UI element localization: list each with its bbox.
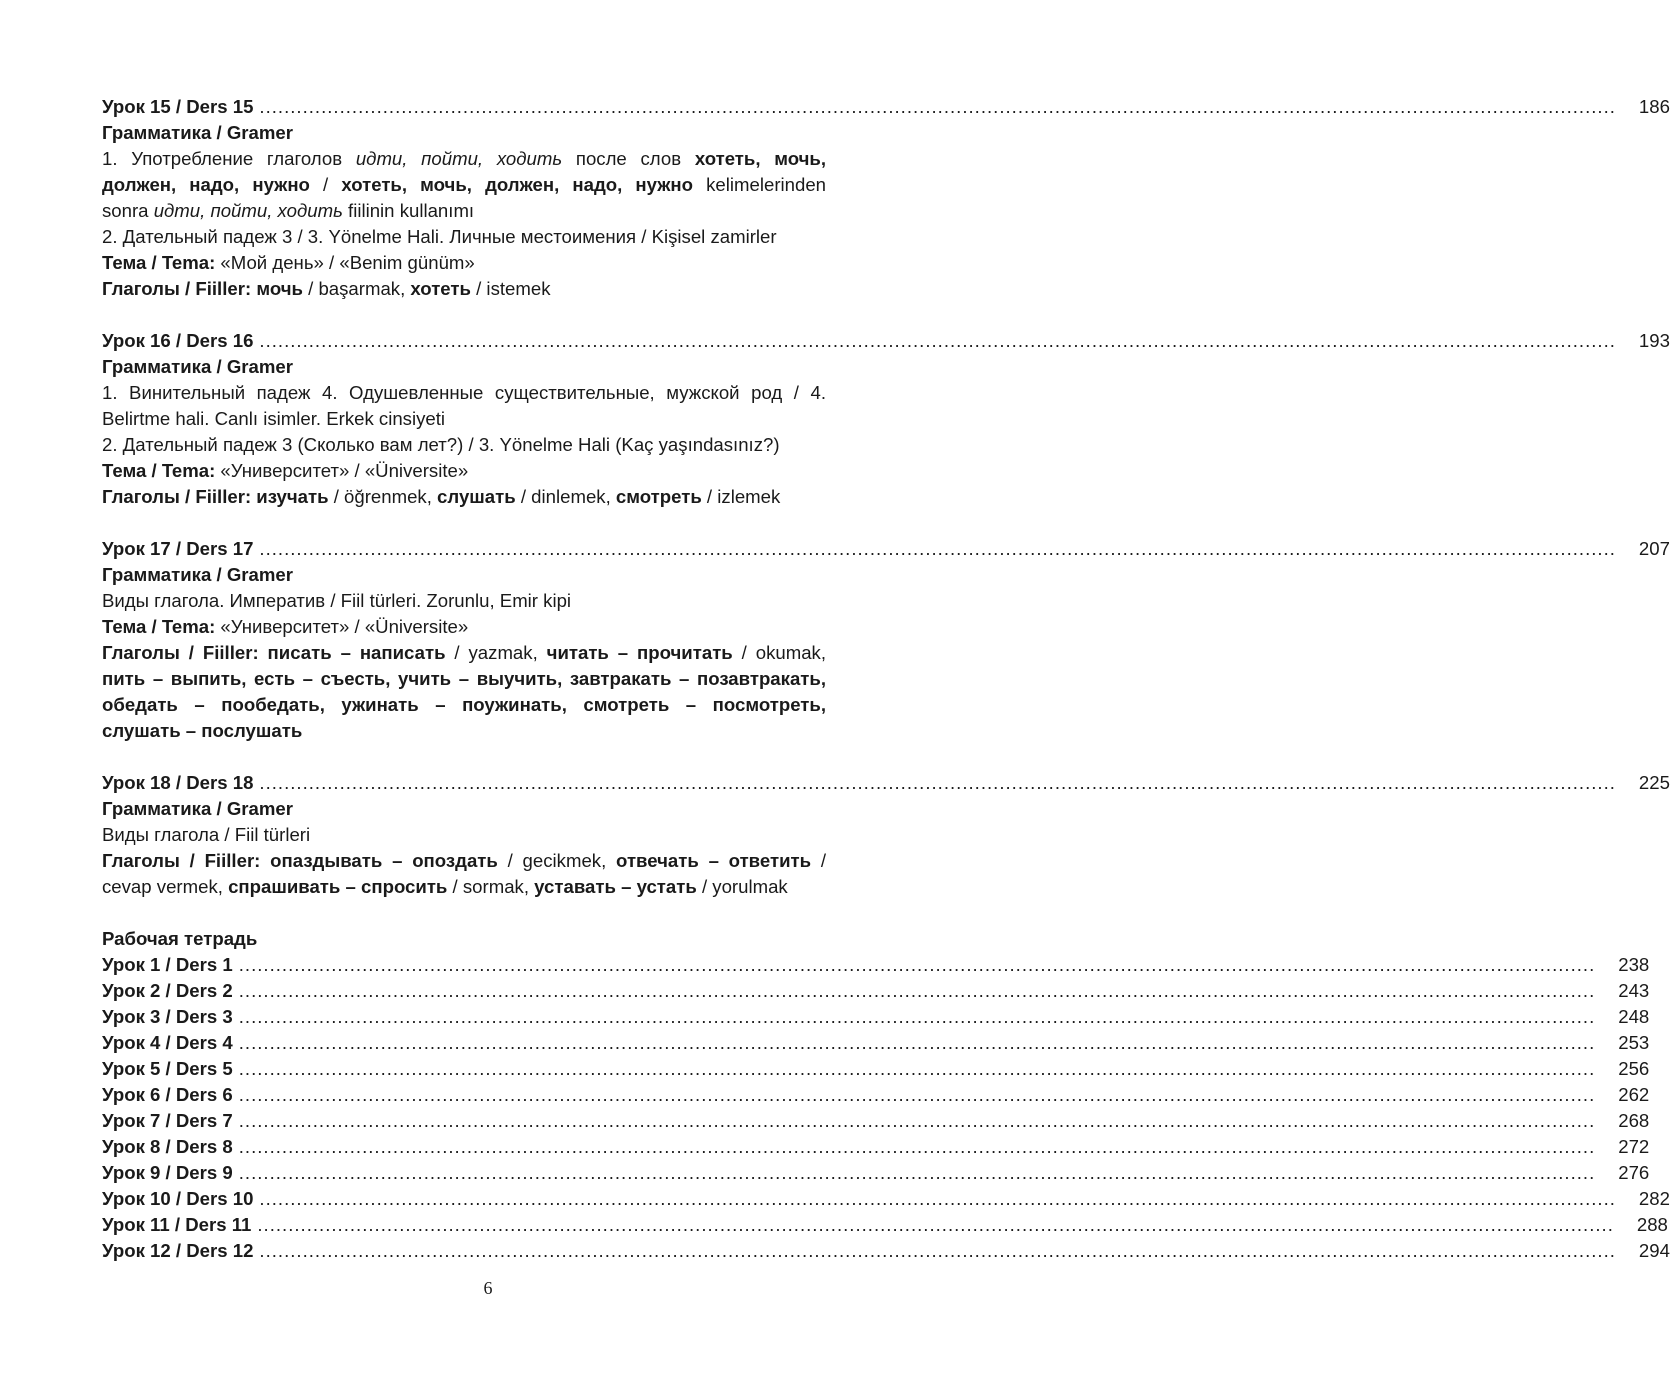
workbook-entry[interactable]: [102, 1160, 1650, 1186]
toc-entry-title: Урок 5 / Ders 5: [102, 1058, 233, 1079]
dot-leader: ............................................................................................................................................................................................................................: [238, 1084, 1596, 1105]
workbook-entry[interactable]: [102, 1082, 1650, 1108]
dot-leader: ............................................................................................................................................................................................................................: [259, 538, 1616, 559]
toc-page-number: 288: [1636, 1214, 1668, 1235]
toc-page-number: 186: [1638, 96, 1670, 117]
verbs-line-cont: слушать – послушать: [102, 720, 303, 741]
grammar-item: 1. Употребление глаголов идти, пойти, ходить после слов хотеть, мочь,: [102, 148, 827, 169]
toc-page-number: 282: [1638, 1188, 1670, 1209]
dot-leader: ............................................................................................................................................................................................................................: [238, 1136, 1596, 1157]
workbook-entry[interactable]: [102, 978, 1650, 1004]
toc-entry-title: Урок 8 / Ders 8: [102, 1136, 233, 1157]
workbook-entry[interactable]: [102, 952, 1650, 978]
toc-entry-title: Урок 10 / Ders 10: [102, 1188, 254, 1209]
toc-entry-lesson-17[interactable]: [102, 536, 1670, 562]
grammar-heading: Грамматика / Gramer: [102, 564, 293, 585]
grammar-item-cont: sonra идти, пойти, ходить fiilinin kullanımı: [102, 200, 475, 221]
toc-entry-title: Урок 4 / Ders 4: [102, 1032, 233, 1053]
theme-line: Тема / Tema: «Университет» / «Üniversite»: [102, 460, 469, 481]
grammar-heading: Грамматика / Gramer: [102, 122, 293, 143]
toc-page-number: 238: [1618, 954, 1650, 975]
toc-entry-title: Урок 18 / Ders 18: [102, 772, 254, 793]
toc-page-number: 225: [1638, 772, 1670, 793]
workbook-entry[interactable]: [102, 1238, 1670, 1264]
dot-leader: ............................................................................................................................................................................................................................: [238, 980, 1596, 1001]
workbook-entry[interactable]: [102, 1212, 1668, 1238]
toc-entry-title: Урок 11 / Ders 11: [102, 1214, 252, 1235]
toc-page-number: 294: [1638, 1240, 1670, 1261]
grammar-item: Виды глагола. Императив / Fiil türleri. Zorunlu, Emir kipi: [102, 590, 572, 611]
toc-page-number: 256: [1618, 1058, 1650, 1079]
workbook-list: [102, 952, 1670, 1264]
toc-entry-title: Урок 17 / Ders 17: [102, 538, 254, 559]
grammar-item-cont: должен, надо, нужно / хотеть, мочь, должен, надо, нужно kelimelerinden: [102, 174, 827, 195]
theme-line: Тема / Tema: «Мой день» / «Benim günüm»: [102, 252, 475, 273]
workbook-entry[interactable]: [102, 1030, 1650, 1056]
toc-entry-lesson-15[interactable]: [102, 94, 1670, 120]
workbook-entry[interactable]: [102, 1004, 1650, 1030]
verbs-line-cont: пить – выпить, есть – съесть, учить – выучить, завтракать – позавтракать,: [102, 668, 826, 689]
verbs-line: Глаголы / Fiiller: мочь / başarmak, хотеть / istemek: [102, 278, 551, 299]
page-number: 6: [483, 1278, 493, 1298]
toc-page-number: 248: [1618, 1006, 1650, 1027]
verbs-line-cont: cevap vermek, спрашивать – спросить / sormak, уставать – устать / yorulmak: [102, 876, 788, 897]
verbs-line: Глаголы / Fiiller: писать – написать / yazmak, читать – прочитать / okumak,: [102, 642, 826, 663]
dot-leader: ............................................................................................................................................................................................................................: [257, 1214, 1614, 1235]
verbs-line-cont: обедать – пообедать, ужинать – поужинать, смотреть – посмотреть,: [102, 694, 826, 715]
theme-line: Тема / Tema: «Университет» / «Üniversite»: [102, 616, 469, 637]
workbook-entry[interactable]: [102, 1056, 1650, 1082]
toc-page-number: 272: [1618, 1136, 1650, 1157]
workbook-entry[interactable]: [102, 1134, 1650, 1160]
toc-entry-title: Урок 7 / Ders 7: [102, 1110, 233, 1131]
toc-entry-title: Урок 16 / Ders 16: [102, 330, 254, 351]
verbs-line: Глаголы / Fiiller: изучать / öğrenmek, слушать / dinlemek, смотреть / izlemek: [102, 486, 781, 507]
grammar-item: 2. Дательный падеж 3 / 3. Yönelme Hali. Личные местоимения / Kişisel zamirler: [102, 226, 777, 247]
toc-page-number: 268: [1618, 1110, 1650, 1131]
workbook-heading: Рабочая тетрадь: [102, 928, 258, 949]
grammar-heading: Грамматика / Gramer: [102, 798, 293, 819]
dot-leader: ............................................................................................................................................................................................................................: [238, 1032, 1596, 1053]
workbook-entry[interactable]: [102, 1186, 1670, 1212]
grammar-item: Виды глагола / Fiil türleri: [102, 824, 311, 845]
toc-page-number: 207: [1638, 538, 1670, 559]
toc-entry-title: Урок 12 / Ders 12: [102, 1240, 254, 1261]
dot-leader: ............................................................................................................................................................................................................................: [259, 96, 1616, 117]
toc-entry-title: Урок 6 / Ders 6: [102, 1084, 233, 1105]
toc-page-number: 243: [1618, 980, 1650, 1001]
dot-leader: ............................................................................................................................................................................................................................: [259, 1240, 1616, 1261]
dot-leader: ............................................................................................................................................................................................................................: [238, 1162, 1596, 1183]
dot-leader: ............................................................................................................................................................................................................................: [238, 1006, 1596, 1027]
grammar-item: 1. Винительный падеж 4. Одушевленные существительные, мужской род / 4.: [102, 382, 826, 403]
toc-page-number: 253: [1618, 1032, 1650, 1053]
toc-page-number: 193: [1638, 330, 1670, 351]
dot-leader: ............................................................................................................................................................................................................................: [259, 330, 1616, 351]
toc-entry-title: Урок 1 / Ders 1: [102, 954, 233, 975]
dot-leader: ............................................................................................................................................................................................................................: [238, 954, 1596, 975]
verbs-line: Глаголы / Fiiller: опаздывать – опоздать / gecikmek, отвечать – ответить /: [102, 850, 826, 871]
dot-leader: ............................................................................................................................................................................................................................: [238, 1058, 1596, 1079]
dot-leader: ............................................................................................................................................................................................................................: [259, 772, 1616, 793]
toc-entry-title: Урок 3 / Ders 3: [102, 1006, 233, 1027]
dot-leader: ............................................................................................................................................................................................................................: [259, 1188, 1616, 1209]
toc-page-number: 276: [1618, 1162, 1650, 1183]
grammar-item-cont: Belirtme hali. Canlı isimler. Erkek cinsiyeti: [102, 408, 446, 429]
workbook-entry[interactable]: [102, 1108, 1650, 1134]
grammar-heading: Грамматика / Gramer: [102, 356, 293, 377]
toc-entry-lesson-16[interactable]: [102, 328, 1670, 354]
toc-entry-lesson-18[interactable]: [102, 770, 1670, 796]
grammar-item: 2. Дательный падеж 3 (Сколько вам лет?) / 3. Yönelme Hali (Kaç yaşındasınız?): [102, 434, 780, 455]
toc-entry-title: Урок 9 / Ders 9: [102, 1162, 233, 1183]
toc-page-number: 262: [1618, 1084, 1650, 1105]
toc-entry-title: Урок 15 / Ders 15: [102, 96, 254, 117]
toc-entry-title: Урок 2 / Ders 2: [102, 980, 233, 1001]
dot-leader: ............................................................................................................................................................................................................................: [238, 1110, 1596, 1131]
table-of-contents: [102, 94, 1670, 1264]
